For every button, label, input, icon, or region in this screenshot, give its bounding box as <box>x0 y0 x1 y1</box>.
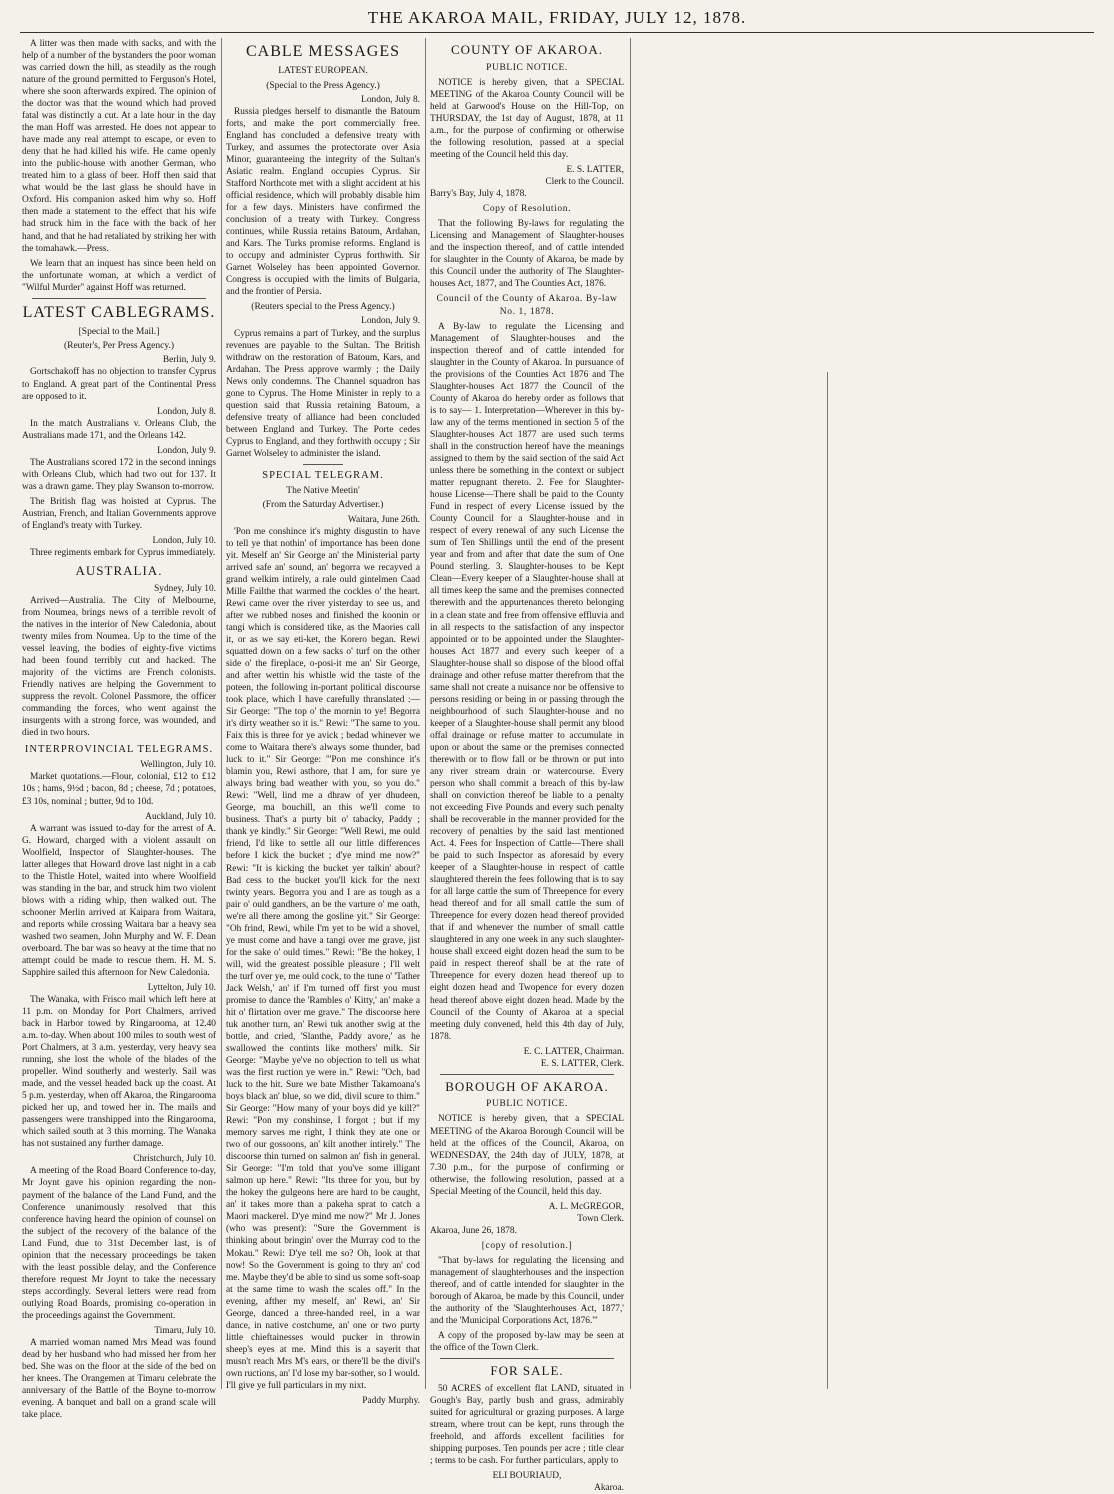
subheading: (From the Saturday Advertiser.) <box>262 500 384 511</box>
subheading: (Reuter's, Per Press Agency.) <box>63 341 175 352</box>
dateline: Akaroa, June 26, 1878. <box>430 1225 517 1236</box>
section-heading: LATEST CABLEGRAMS. <box>22 303 216 321</box>
notice-text: 50 ACRES of excellent flat LAND, situated in Gough's Bay, partly bush and grass, admirably suited for agricultural or grazing purposes. A large stream, where trout can be kept, runs through the freehold, and affords excellent facilities for shipping purposes. Ten pounds per acre ; title clear ; terms to be cash. For further particulars, apply to <box>430 1383 624 1466</box>
signature: A. L. McGREGOR, <box>548 1201 624 1212</box>
signature: E. S. LATTER, <box>566 165 624 175</box>
notice-text: "That by-laws for regulating the licensing and management of slaughterhouses and the inspection thereof, and of cattle intended for slaughter in the borough of Akaroa, be made by this Council, under the authority of the 'Slaughterhouses Act, 1877,' and the 'Municipal Corporations Act, 1876.'" <box>430 1255 624 1327</box>
notice-text: NOTICE is hereby given, that a SPECIAL MEETING of the Akaroa County Council will be held at Garwood's House on the Hill-Top, on THURSDAY, the 1st day of August, 1878, at 11 a.m., for the purpose of confirming or otherwise the following resolution, passed at a special meeting of the Council held this day. <box>430 77 624 160</box>
subheading: [Special to the Mail.] <box>78 327 160 338</box>
article-text: A warrant was issued to-day for the arrest of A. G. Howard, charged with a violent assault on Woolfield, Inspector of Slaughter-houses. The latter alleges that Howard drove last night in a cab to the Thistle Hotel, waited into where Woolfield was standing in the bar, and struck him two violent blows with a riding whip, then walked out. The schooner Merlin arrived at Kaipara from Waitara, and reports while crossing Waitara bar a heavy sea washed two seamen, John Murphy and W. F. Dean overboard. The bar was so heavy at the time that no attempt could be made to rescue them. H. M. S. Sapphire sailed this afternoon for New Caledonia. <box>22 823 216 978</box>
article-text: Russia pledges herself to dismantle the Batoum forts, and make the port commercially free. England has concluded a defensive treaty with Turkey, and assumes the protectorate over Asia Minor, guaranteeing the integrity of the Sultan's Asiatic realm. England occupies Cyprus. Sir Stafford Northcote met with a slight accident at his official residence, which will probably disable him for a few days. Ministers have confirmed the conclusion of a treaty with Turkey. Congress continues, while Russia retains Batoum, Ardahan, and Kars. The Turks promise reforms. England is to occupy and administer Cyprus forthwith. Sir Garnet Wolseley has been appointed Governor. Congress is occupied with the limits of Bulgaria, and the frontier of Persia. <box>226 106 420 298</box>
section-heading: SPECIAL TELEGRAM. <box>262 469 384 481</box>
section-heading: COUNTY OF AKAROA. <box>451 42 603 57</box>
article-text: Three regiments embark for Cyprus immediately. <box>30 547 216 558</box>
article-text: A meeting of the Road Board Conference to-day, Mr Joynt gave his opinion regarding the non-payment of the balance of the Land Fund, and the Conference unanimously resolved that this conference having heard the opinion of counsel on the subject of the recovery of the balance of the Land Fund, due to 31st December last, is of opinion that the necessary proceedings be taken with the least possible delay, and the Conference therefore request Mr Joynt to take the necessary steps accordingly. Several letters were read from outlying Road Boards, promising co-operation in the proceedings against the Government. <box>22 1166 216 1321</box>
notice-text: A By-law to regulate the Licensing and Management of Slaughter-houses and the inspection thereof and of cattle intended for slaughter in the County of Akaroa. In pursuance of the provisions of the Counties Act 1876 and The Slaughter-houses Act 1877 the Council of the County of Akaroa do hereby order as follows that is to say— 1. Interpretation—Wherever in this by-law any of the terms mentioned in section 5 of the Slaughter-houses Act 1877 are used such terms shall in the construction hereof have the meanings assigned to them by the said section of the said Act unless there be something in the context or subject matter repugnant thereto. 2. Fee for Slaughter-house License—There shall be paid to the County Fund in respect of every License issued by the County Council for a Slaughter-house and in respect of every renewal of any such License the sum of Ten Shillings until the end of the present year and from and after that date the sum of One Pound sterling. 3. Slaughter-houses to be Kept Clean—Every keeper of a Slaughter-house shall at all times keep the same and the premises connected therewith and the appurtenances thereto belonging in a clean state and free from offensive effluvia and in all respects to the satisfaction of any inspector appointed or to be appointed under the Slaughter-houses Act 1877 and every such keeper of a Slaughter-house shall so dispose of the blood offal drainage and other refuse matter therefrom that the same shall not create a nuisance nor be offensive to persons residing or being in or passing through the neighbourhood of such Slaughter-house and no keeper of a Slaughter-house shall permit any blood offal drainage or refuse matter to accumulate in upon or about the same or the premises connected therewith or to flow fall or be thrown or put into any river stream drain or watercourse. Every person who shall commit a breach of this by-law shall on conviction thereof be liable to a penalty not exceeding Five Pounds and every such penalty shall be recoverable in the manner provided for the recovery of penalties by the said last mentioned Act. 4. Fees for Inspection of Cattle—There shall be paid to such Inspector as aforesaid by every keeper of a Slaughter-house in respect of cattle slaughtered therein the fees following that is to say for all large cattle the sum of Threepence for every head thereof and for all small cattle the sum of Threepence for every dozen head thereof provided that if and whenever the number of small cattle slaughtered in any one week in any such slaughter-house shall exceed eight dozen head the sum to be paid in respect thereof shall be at the rate of Threepence for every dozen head thereof up to eight dozen head and Twopence for every dozen head thereof above eight dozen head. Made by the Council of the County of Akaroa at a special meeting duly convened, held this 4th day of July, 1878. <box>430 321 624 1042</box>
dateline: London, July 8. <box>157 406 216 417</box>
dateline: London, July 8. <box>361 94 420 105</box>
notice-text: A copy of the proposed by-law may be seen at the office of the Town Clerk. <box>430 1331 624 1354</box>
dateline: Sydney, July 10. <box>154 583 216 594</box>
article-text: In the match Australians v. Orleans Club, the Australians made 171, and the Orleans 142. <box>22 418 216 441</box>
subheading: (Special to the Press Agency.) <box>266 80 380 91</box>
subheading: PUBLIC NOTICE. <box>486 62 568 73</box>
dateline: Waitara, June 26th. <box>347 514 420 525</box>
article-text: The Wanaka, with Frisco mail which left here at 11 p.m. on Monday for Port Chalmers, arrived back in Harbor towed by Ringarooma, at 12.40 a.m. to-day. When about 100 miles to south west of Port Chalmers, at 3 a.m. yesterday, very heavy sea running, she lost the whole of the blades of the propeller. Wind southerly and westerly. Sail was made, and the vessel headed back up the coast. At 5 p.m. yesterday, when off Akaroa, the Ringarooma picked her up, and towed her in. The mails and passengers were transhipped into the Ringarooma, which sailed south at 3 this morning. The Wanaka has not sustained any further damage. <box>22 995 216 1150</box>
dateline: London, July 9. <box>361 316 420 327</box>
subheading: PUBLIC NOTICE. <box>486 1099 568 1110</box>
section-heading: AUSTRALIA. <box>75 562 163 578</box>
dateline: Auckland, July 10. <box>145 811 216 822</box>
dateline: London, July 9. <box>157 445 216 456</box>
dateline: Christchurch, July 10. <box>133 1154 216 1165</box>
dateline: Barry's Bay, July 4, 1878. <box>430 189 527 200</box>
subheading: [copy of resolution.] <box>481 1240 573 1251</box>
article-text: Gortschakoff has no objection to transfer Cyprus to England. A great part of the Continental Press are opposed to it. <box>22 367 216 402</box>
dateline: Lyttelton, July 10. <box>147 982 216 993</box>
signature: ELI BOURIAUD, <box>492 1471 562 1482</box>
subheading: Copy of Resolution. <box>482 204 572 215</box>
article-text: The British flag was hoisted at Cyprus. The Austrian, French, and Italian Governments approve of England's treaty with Turkey. <box>22 496 216 531</box>
section-heading: FOR SALE. <box>490 1363 564 1379</box>
notice-text: NOTICE is hereby given, that a SPECIAL MEETING of the Akaroa Borough Council will be held at the offices of the Council, Akaroa, on WEDNESDAY, the 24th day of JULY, 1878, at 7.30 p.m., for the purpose of confirming or otherwise, the following resolution, passed at a Special Meeting of the Council, held this day. <box>430 1114 624 1197</box>
signature: Town Clerk. <box>577 1213 624 1224</box>
article-text: We learn that an inquest has since been held on the unfortunate woman, at which a verdict of "Wilful Murder" against Hoff was returned. <box>22 258 216 293</box>
section-heading: INTERPROVINCIAL TELEGRAMS. <box>24 743 214 755</box>
article-text: Cyprus remains a part of Turkey, and the surplus revenues are payable to the Sultan. The British withdraw on the restoration of Batoum, Kars, and Ardahan. The Press approve warmly ; the Daily News only condemns. The Channel squadron has gone to Cyprus. The Home Minister in reply to a question said that Russia retaining Batoum, a defensive treaty of alliance had been concluded between England and Turkey. The Porte cedes Cyprus to England, and they forthwith occupy ; Sir Garnet Wolseley to administer the island. <box>226 328 420 459</box>
article-text: Market quotations.—Flour, colonial, £12 to £12 10s ; hams, 9½d ; bacon, 8d ; cheese, 7d ; potatoes, £3 10s, nominal ; butter, 9d to 10d. <box>22 772 216 807</box>
signature: Clerk to the Council. <box>545 177 624 188</box>
dateline: Berlin, July 9. <box>162 355 216 366</box>
subheading: The Native Meetin' <box>286 486 360 497</box>
section-heading: BOROUGH OF AKAROA. <box>445 1078 609 1094</box>
article-text: A litter was then made with sacks, and with the help of a number of the bystanders the poor woman was carried down the hill, as steadily as the rough nature of the ground permitted to Ferguson's Hotel, where she soon afterwards expired. The opinion of the doctor was that the wound which had proved fatal was distinctly a cut. At a late hour in the day the man Hoff was arrested. He does not appear to have made any real attempt to escape, or even to deny that he had killed his wife. He came openly into the public-house with another German, who treated him to a glass of beer. Hoff then said that what would be the last glass he should have in Oxford. His companion asked him why so. Hoff then made a statement to the effect that his wife had struck him in the face with the back of her hand, and that he had retaliated by striking her with the tomahawk.—Press. <box>22 39 216 254</box>
article-text: A married woman named Mrs Mead was found dead by her husband who had missed her from her bed. She was on the floor at the side of the bed on her knees. The Orangemen at Timaru celebrate the anniversary of the Battle of the Boyne to-morrow evening. A banquet and ball on a grand scale will take place. <box>22 1337 216 1421</box>
notice-text: That the following By-laws for regulating the Licensing and Management of Slaughter-houses and the inspection thereof, and of cattle intended for slaughter in the County of Akaroa, be made by this Council under the authority of The Slaughter-houses Act, 1877, and The Counties Act, 1876. <box>430 219 624 290</box>
article-text: The Australians scored 172 in the second innings with Orleans Club, which had two out for 137. It was a drawn game. They play Swanson to-morrow. <box>22 457 216 492</box>
masthead: THE AKAROA MAIL, FRIDAY, JULY 12, 1878. <box>367 8 747 27</box>
dateline: Timaru, July 10. <box>154 1325 216 1336</box>
dateline: London, July 10. <box>152 535 216 546</box>
subheading: LATEST EUROPEAN. <box>278 66 368 77</box>
signature: E. C. LATTER, Chairman. <box>523 1046 624 1057</box>
subheading: (Reuters special to the Press Agency.) <box>251 302 395 313</box>
signature: Akaroa. <box>594 1483 624 1494</box>
signature: Paddy Murphy. <box>362 1395 420 1406</box>
dateline: Wellington, July 10. <box>140 760 216 771</box>
subheading: Council of the County of Akaroa. By-law No. 1, 1878. <box>436 294 618 317</box>
article-text: 'Pon me conshince it's mighty disgustin to have to tell ye that nothin' of importance has been done yit. Meself an' Sir George an' the Ministerial party arrived safe an' sound, an' begorra we recayved a grand welkim intirely, a rale ould gintelmen Caad Mille Failthe that warmed the cockles o' the heart. Rewi came over the river yisterday to see us, and after we rubbed noses and finished the koonin or tangi which is considered tike, as the Maories call it, or as we say eti-ket, the Korero began. Rewi squatted down on a few sacks o' turf on the other side o' the fireplace, o-posi-it me an' Sir George, and after wettin his whistle wid the taste of the poteen, the following in-portant political discourse took place, which I have carefully thranslated :— Sir George: "The top o' the mornin to ye! Begorra it's dirty weather so it is." Rewi: "The same to you. Faix this is three for ye avick ; bedad whinever we come to Waitara there's always some thunder, bad luck to it." Sir George: "'Pon me conshince it's blamin you, Rewi asthore, that I am, for sure ye always bring bad weather with you, so you do." Rewi: "Well, lind me a dhraw of yer dhudeen, George, ma bouchill, an this we'll come to business. That's a purty bit o' tabacky, Paddy ; thank ye kindly." Sir George: "Well Rewi, me ould friend, I'd like to settle all our little differences before I kick the bucket ; d'ye mind me now?" Rewi: "It is kicking the bucket yer talkin' about? Bad cess to the bucket you'll kick for the next twinty years. Begorra you and I are as tough as a pair o' ould gandhers, an be the varture o' me oath, we're all there among the gosline yit." Sir George: "Oh frind, Rewi, while I'm yet to be wid a shovel, ye must come and have a tangi over me grave, jist for the sake o' ould times." Rewi: "Be the hokey, I will, wid the greatest possible pleasure ; I'll welt the turf over ye, me ould cock, to the tune o' 'Tather Jack Welsh,' an' if I'm turned off first you must promise to dance the 'Rambles o' Kitty,' an' make a hit o' flirtation over me grave." The discoorse here tuk another turn, an' Rewi tuk another swig at the bottle, and cried, 'Slanthe, Paddy avore,' as he swallowed the contints like mothers' milk. Sir George: "Maybe ye've no objection to tell us what was the first ruction ye were in." Rewi: "Och, bad luck to the hit. Sure we bate Misther Takamoana's boys black an' blue, so we did, divil scure to thim." Sir George: "How many of your boys did ye kill?" Rewi: "Pon my conshinse, I forgot ; but if my memory sarves me right, I think they ate one or two of our gossoons, an' kilt another intirely." The discoorse thin turned on salmon an' fish in general. Sir George: "I'm told that you've some illigant salmon up here." Rewi: "Its three for you, but by the hokey the gulgeons here are hard to be caught, an' it takes more than a pakeha sprat to catch a Maori mackerel. D'ye mind me now?" Mr J. Jones (who was present): "Sure the Government is thinking about bringin' over the Murray cod to the Mokau." Rewi: D'ye tell me so? Oh, look at that now! So the Government is going to thry an' cod me. Maybe they'd be able to sind us some soft-soap at the same time to wash the scales off." In the evening, afther my meself, an' Rewi, an' Sir George, danced a three-handed reel, in a war dance, in native costchume, an' one or two purty little chieftainesses would pucker in throwin sheep's eyes at me. Mind this is a sayerit that musn't reach Mrs M's ears, or there'll be the divil's own ructions, an' I'd lose my bar-sother, so I would. I'll give ye full particulars in my nixt. <box>226 526 420 1391</box>
section-heading: CABLE MESSAGES <box>245 43 401 60</box>
signature: E. S. LATTER, Clerk. <box>540 1058 624 1069</box>
article-text: Arrived—Australia. The City of Melbourne, from Noumea, brings news of a terrible revolt of the natives in the interior of New Caledonia, about twenty miles from Noumea. Up to the time of the vessel leaving, the bodies of eighty-five victims had been found terribly cut and hacked. The majority of the victims are French colonists. Friendly natives are helping the Government to suppress the revolt. Colonel Passmore, the officer commanding the forces, who went against the insurgents with a strong force, was wounded, and died in two hours. <box>22 595 216 738</box>
